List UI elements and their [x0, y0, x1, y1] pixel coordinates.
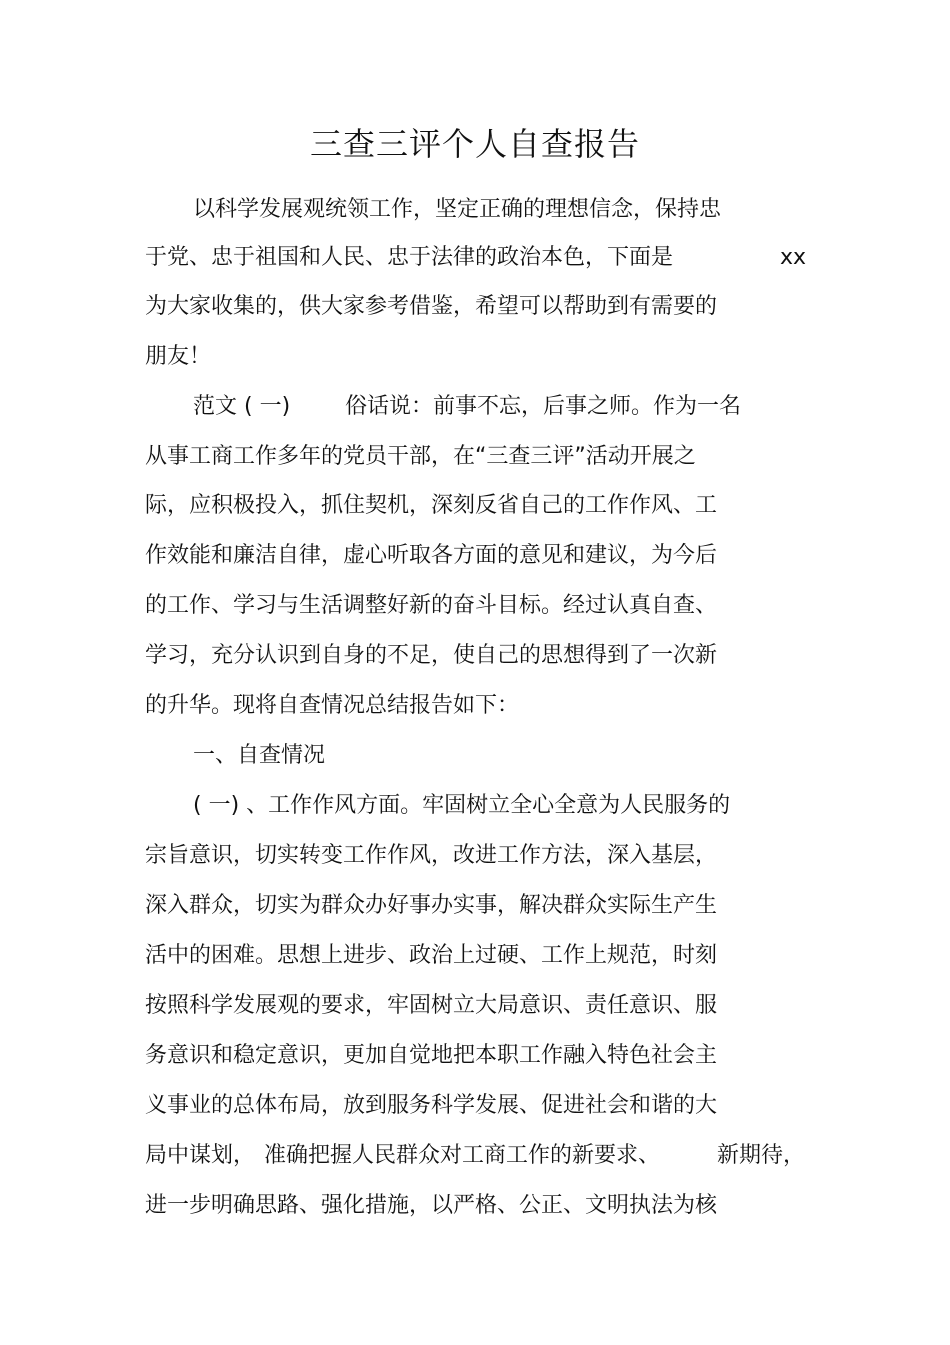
paragraph-line: 从事工商工作多年的党员干部，在“三查三评”活动开展之 — [145, 444, 696, 469]
paragraph-line: 朋友！ — [145, 344, 212, 369]
paragraph-line: 进一步明确思路、强化措施，以严格、公正、文明执法为核 — [145, 1193, 718, 1218]
paragraph-line: 以科学发展观统领工作，坚定正确的理想信念，保持忠 — [193, 197, 722, 222]
paragraph-line: ( 一) 、工作作风方面。牢固树立全心全意为人民服务的 — [193, 793, 731, 818]
paragraph-line: 宗旨意识，切实转变工作作风，改进工作方法，深入基层， — [145, 843, 718, 868]
paragraph-line: 准确把握人民群众对工商工作的新要求、 — [264, 1143, 661, 1168]
section-heading: 一、自查情况 — [193, 743, 326, 768]
paragraph-line: 务意识和稳定意识，更加自觉地把本职工作融入特色社会主 — [145, 1043, 718, 1068]
paragraph-line: 俗话说：前事不忘，后事之师。作为一名 — [345, 394, 742, 419]
paragraph-line: 活中的困难。思想上进步、政治上过硬、工作上规范，时刻 — [145, 943, 718, 968]
paragraph-line: 的工作、学习与生活调整好新的奋斗目标。经过认真自查、 — [145, 593, 718, 618]
paragraph-line: 局中谋划， — [145, 1143, 256, 1168]
paragraph-line: 学习，充分认识到自身的不足，使自己的思想得到了一次新 — [145, 643, 718, 668]
paragraph-line: 于党、忠于祖国和人民、忠于法律的政治本色，下面是 — [145, 245, 674, 270]
section-label: 范文 ( 一) — [193, 394, 291, 419]
paragraph-line: 为大家收集的，供大家参考借鉴，希望可以帮助到有需要的 — [145, 294, 718, 319]
placeholder-xx: xx — [780, 245, 807, 270]
paragraph-line: 新期待， — [717, 1143, 806, 1168]
paragraph-line: 按照科学发展观的要求，牢固树立大局意识、责任意识、服 — [145, 993, 718, 1018]
paragraph-line: 际，应积极投入，抓住契机，深刻反省自己的工作作风、工 — [145, 493, 718, 518]
paragraph-line: 的升华。现将自查情况总结报告如下： — [145, 693, 520, 718]
document-title: 三查三评个人自查报告 — [309, 125, 640, 163]
paragraph-line: 义事业的总体布局，放到服务科学发展、促进社会和谐的大 — [145, 1093, 718, 1118]
paragraph-line: 深入群众，切实为群众办好事办实事，解决群众实际生产生 — [145, 893, 718, 918]
paragraph-line: 作效能和廉洁自律，虚心听取各方面的意见和建议，为今后 — [145, 543, 718, 568]
